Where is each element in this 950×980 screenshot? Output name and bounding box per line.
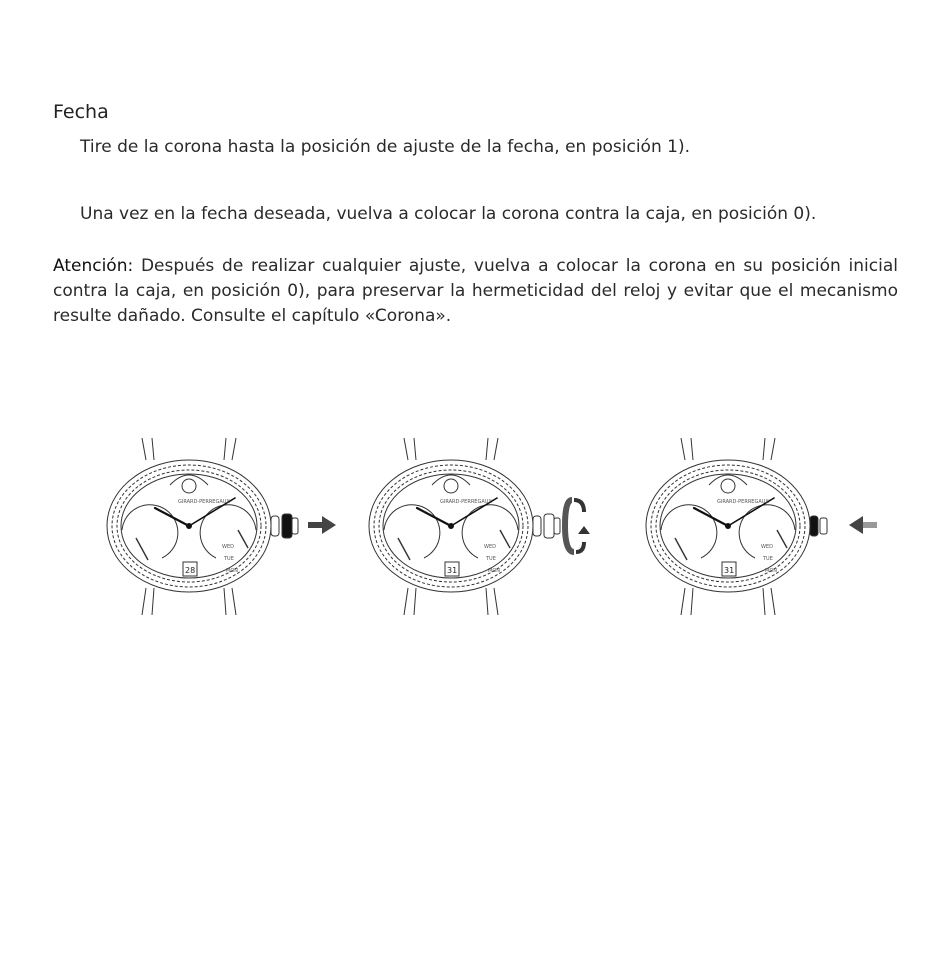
section-title: Fecha xyxy=(53,101,109,123)
dial-brand-label: GIRARD-PERREGAUX xyxy=(440,499,492,505)
date-window-value: 31 xyxy=(724,566,735,575)
day-mon-label: MON xyxy=(488,568,500,574)
warning-label: Atención: xyxy=(53,256,134,276)
date-window-value: 31 xyxy=(447,566,458,575)
watch-illustration-push-crown xyxy=(639,430,889,625)
instruction-step-1: Tire de la corona hasta la posición de ajuste de la fecha, en posición 1). xyxy=(80,137,690,157)
day-tue-label: TUE xyxy=(486,556,496,562)
crown-icon xyxy=(271,514,298,538)
warning-paragraph xyxy=(53,254,898,329)
pull-out-arrow-icon xyxy=(308,516,336,534)
instruction-step-2: Una vez en la fecha deseada, vuelva a colocar la corona contra la caja, en posición 0). xyxy=(80,204,817,224)
day-wed-label: WED xyxy=(761,544,773,550)
day-mon-label: MON xyxy=(765,568,777,574)
watch-illustrations xyxy=(100,430,890,625)
day-wed-label: WED xyxy=(484,544,496,550)
dial-brand-label: GIRARD-PERREGAUX xyxy=(717,499,769,505)
day-tue-label: TUE xyxy=(224,556,234,562)
crown-icon xyxy=(533,514,560,538)
day-mon-label: MON xyxy=(226,568,238,574)
push-in-arrow-icon xyxy=(849,516,877,534)
date-window-value: 28 xyxy=(185,566,196,575)
watch-illustration-rotate-crown xyxy=(362,430,612,625)
rotate-crown-icon xyxy=(565,500,590,552)
watch-illustration-pull-crown xyxy=(100,430,350,625)
warning-text: Después de realizar cualquier ajuste, vuelva a colocar la corona en su posición inicial contra la caja, en posición 0), para preservar la hermeticidad del reloj y evitar que el mecanismo resulte dañado. Consulte el capítulo «Corona». xyxy=(53,256,898,326)
dial-brand-label: GIRARD-PERREGAUX xyxy=(178,499,230,505)
day-tue-label: TUE xyxy=(763,556,773,562)
crown-icon xyxy=(810,516,827,536)
day-wed-label: WED xyxy=(222,544,234,550)
